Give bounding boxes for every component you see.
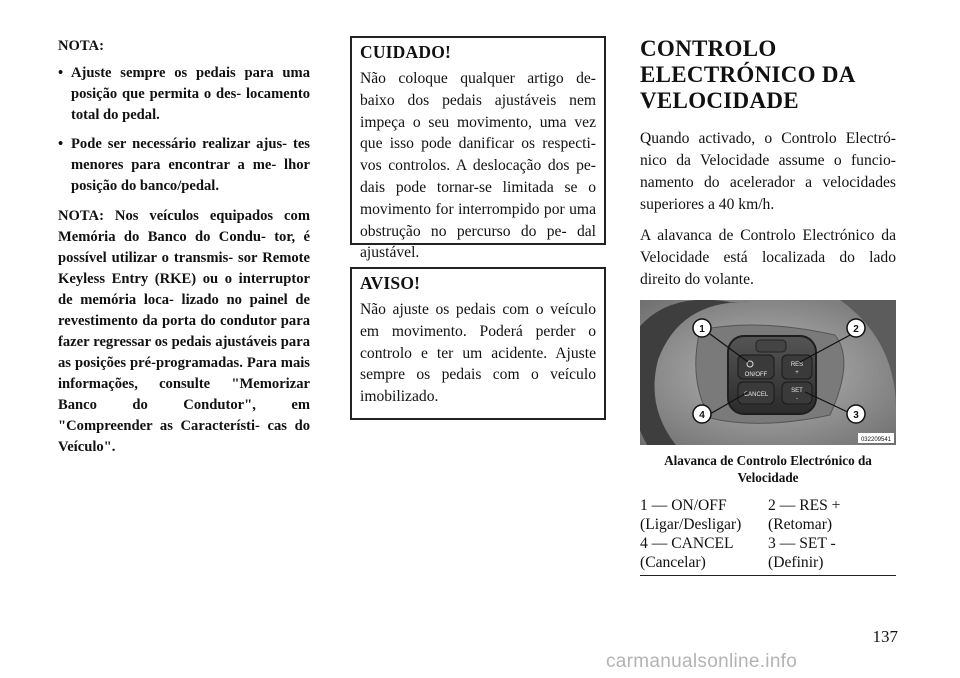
note-bullet-list [58,63,310,197]
legend-cell: 4 — CANCEL [640,535,734,552]
legend-cell: 3 — SET - [768,535,836,552]
table-row [640,553,896,572]
table-row [640,534,896,553]
warning-title: AVISO! [360,273,421,293]
figure-code: 032209541 [860,437,892,443]
bullet-icon: • [58,136,64,152]
bullet-icon: • [58,65,64,81]
middle-column [350,36,606,442]
speed-control-figure [640,300,896,445]
location-paragraph: A alavanca de Controlo Electrónico da Velocidade está localizada do lado direito do volante. [640,227,896,288]
section-heading: CONTROLO ELECTRÓNICO DA VELOCIDADE [640,36,855,113]
caution-box [350,36,606,262]
btn-cancel-label: CANCEL [743,392,769,398]
callout-2-label: 2 [853,324,859,335]
caution-title: CUIDADO! [360,42,452,62]
legend-cell: (Ligar/Desligar) [640,516,742,533]
btn-res-sub: + [795,370,799,376]
watermark[interactable]: carmanualsonline.info [606,651,798,672]
legend-cell: (Retomar) [768,516,833,533]
btn-set-label: SET [791,388,803,394]
left-column [58,36,310,467]
btn-onoff-label: ON/OFF [744,372,768,378]
table-row [640,496,896,515]
right-column [640,36,896,576]
note-label: NOTA: [58,38,104,54]
warning-box [350,267,606,420]
callout-4-label: 4 [699,410,705,421]
legend-cell: (Cancelar) [640,554,706,571]
btn-res-label: RES [790,362,804,368]
btn-set-sub: - [796,396,798,402]
warning-text: Não ajuste os pedais com o veículo em movimento. Poderá perder o controlo e ter um acidente. Ajuste sempre os pedais com o veículo imobilizado. [360,301,596,406]
bullet-item: • Ajuste sempre os pedais para uma posição que permita o des- locamento total do pedal. [58,65,310,123]
bullet-item: • Pode ser necessário realizar ajus- tes menores para encontrar a me- lhor posição do banco/pedal. [58,136,310,194]
figure-caption: Alavanca de Controlo Electrónico da Velocidade [664,453,872,485]
legend-cell: 1 — ON/OFF [640,497,727,514]
page-number: 137 [872,627,898,646]
legend-table [640,496,896,572]
callout-1-label: 1 [699,324,705,335]
steering-wheel-illustration [640,300,896,445]
intro-paragraph: Quando activado, o Controlo Electró- nico da Velocidade assume o funcio- namento do acelerador a velocidades superiores a 40 km/h. [640,130,896,213]
caution-text: Não coloque qualquer artigo de- baixo dos pedais ajustáveis nem impeça o seu movimento, uma vez que isso pode danificar os respecti- vos controlos. A deslocação dos pe- dais pode tornar-se limitada se o movimento for interrompido por uma obstrução no percurso do pe- dal ajustável. [360,70,596,262]
figure-legend [640,496,896,576]
table-row [640,515,896,534]
legend-cell: (Definir) [768,554,824,571]
memory-seat-note: NOTA: Nos veículos equipados com Memória do Banco do Condu- tor, é possível utilizar o transmis- sor Remote Keyless Entry (RKE) ou o interruptor de memória loca- lizado no painel de revestimento da porta do condutor para fazer regressar os pedais ajustáveis para as posições pré-programadas. Para mais informações, consulte "Memorizar Banco do Condutor", em "Compreender as Característi- cas do Veículo". [58,208,310,455]
legend-cell: 2 — RES + [768,497,841,514]
callout-3-label: 3 [853,410,859,421]
